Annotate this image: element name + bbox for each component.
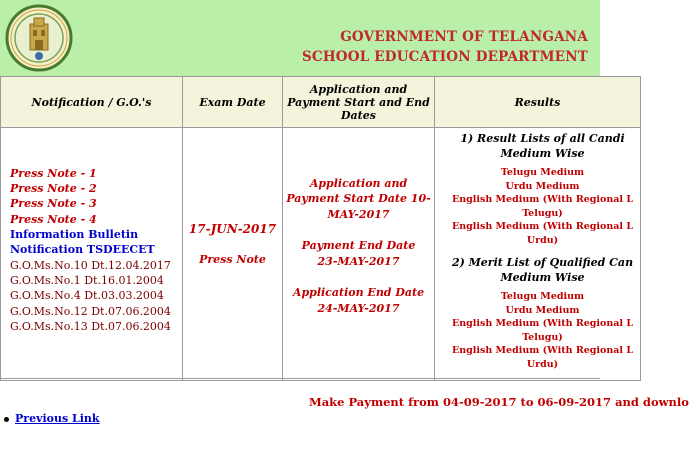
previous-link-row bbox=[4, 412, 100, 425]
exam-table bbox=[0, 76, 641, 381]
payment-end-label: Payment End Date bbox=[301, 239, 416, 253]
notification-tsdeecet-link[interactable]: Notification TSDEECET bbox=[10, 243, 155, 257]
make-payment-link[interactable]: Make Payment from 04-09-2017 to 06-09-2017 and downlo bbox=[309, 395, 689, 409]
merit-english-urdu-cont[interactable]: Urdu) bbox=[526, 358, 559, 370]
go-link-1[interactable]: G.O.Ms.No.10 Dt.12.04.2017 bbox=[10, 258, 171, 272]
merit-english-urdu-link[interactable]: English Medium (With Regional L bbox=[451, 345, 634, 356]
results-section-2-subheading: Medium Wise bbox=[500, 271, 585, 284]
result-english-telugu-cont[interactable]: Telugu) bbox=[522, 207, 563, 219]
press-note-2-link[interactable]: Press Note - 2 bbox=[10, 182, 97, 196]
application-end-date: 24-MAY-2017 bbox=[317, 301, 400, 315]
application-end bbox=[284, 285, 433, 316]
section-divider bbox=[0, 378, 600, 379]
results-section-1-title bbox=[445, 131, 640, 161]
bullet-icon bbox=[4, 417, 9, 422]
gov-title-line2: SCHOOL EDUCATION DEPARTMENT bbox=[301, 49, 588, 65]
payment-end bbox=[284, 238, 433, 269]
press-note-3-link[interactable]: Press Note - 3 bbox=[10, 197, 97, 211]
exam-date-cell bbox=[183, 128, 283, 381]
merit-telugu-link[interactable]: Telugu Medium bbox=[500, 291, 585, 302]
go-link-4[interactable]: G.O.Ms.No.12 Dt.07.06.2004 bbox=[10, 304, 171, 318]
notification-cell bbox=[1, 128, 183, 381]
department-title bbox=[0, 27, 588, 67]
table-row bbox=[1, 128, 641, 381]
go-link-5[interactable]: G.O.Ms.No.13 Dt.07.06.2004 bbox=[10, 319, 171, 333]
results-section-2-heading: 2) Merit List of Qualified Can bbox=[451, 256, 634, 269]
results-section-1-subheading: Medium Wise bbox=[500, 147, 585, 160]
header-results: Results bbox=[435, 77, 641, 128]
go-link-2[interactable]: G.O.Ms.No.1 Dt.16.01.2004 bbox=[10, 273, 164, 287]
application-cell bbox=[283, 128, 435, 381]
result-english-telugu-link[interactable]: English Medium (With Regional L bbox=[451, 194, 634, 205]
result-urdu-link[interactable]: Urdu Medium bbox=[505, 180, 580, 192]
information-bulletin-link[interactable]: Information Bulletin bbox=[10, 228, 139, 242]
press-note-4-link[interactable]: Press Note - 4 bbox=[10, 212, 97, 226]
go-link-3[interactable]: G.O.Ms.No.4 Dt.03.03.2004 bbox=[10, 289, 164, 303]
result-telugu-link[interactable]: Telugu Medium bbox=[500, 167, 585, 178]
results-cell bbox=[435, 128, 641, 381]
payment-end-date: 23-MAY-2017 bbox=[317, 254, 400, 268]
merit-urdu-link[interactable]: Urdu Medium bbox=[505, 304, 580, 316]
previous-link[interactable]: Previous Link bbox=[15, 412, 100, 425]
table-header-row bbox=[1, 77, 641, 128]
application-end-label: Application End Date bbox=[292, 286, 425, 300]
merit-english-telugu-cont[interactable]: Telugu) bbox=[522, 331, 563, 343]
exam-date: 17-JUN-2017 bbox=[188, 222, 277, 236]
results-section-2-title bbox=[445, 255, 640, 285]
header-application: Application and Payment Start and End Dates bbox=[283, 77, 435, 128]
exam-press-note-link[interactable]: Press Note bbox=[199, 253, 266, 266]
merit-english-telugu-link[interactable]: English Medium (With Regional L bbox=[451, 318, 634, 329]
gov-title-line1: GOVERNMENT OF TELANGANA bbox=[340, 29, 588, 45]
result-english-urdu-link[interactable]: English Medium (With Regional L bbox=[451, 221, 634, 232]
results-section-1-heading: 1) Result Lists of all Candi bbox=[460, 132, 625, 145]
press-note-1-link[interactable]: Press Note - 1 bbox=[10, 166, 97, 180]
header-exam-date: Exam Date bbox=[183, 77, 283, 128]
page-header bbox=[0, 0, 600, 77]
result-english-urdu-cont[interactable]: Urdu) bbox=[526, 234, 559, 246]
application-start-link[interactable]: Application and Payment Start Date 10-MAY-2017 bbox=[286, 177, 431, 221]
header-notification: Notification / G.O.'s bbox=[1, 77, 183, 128]
